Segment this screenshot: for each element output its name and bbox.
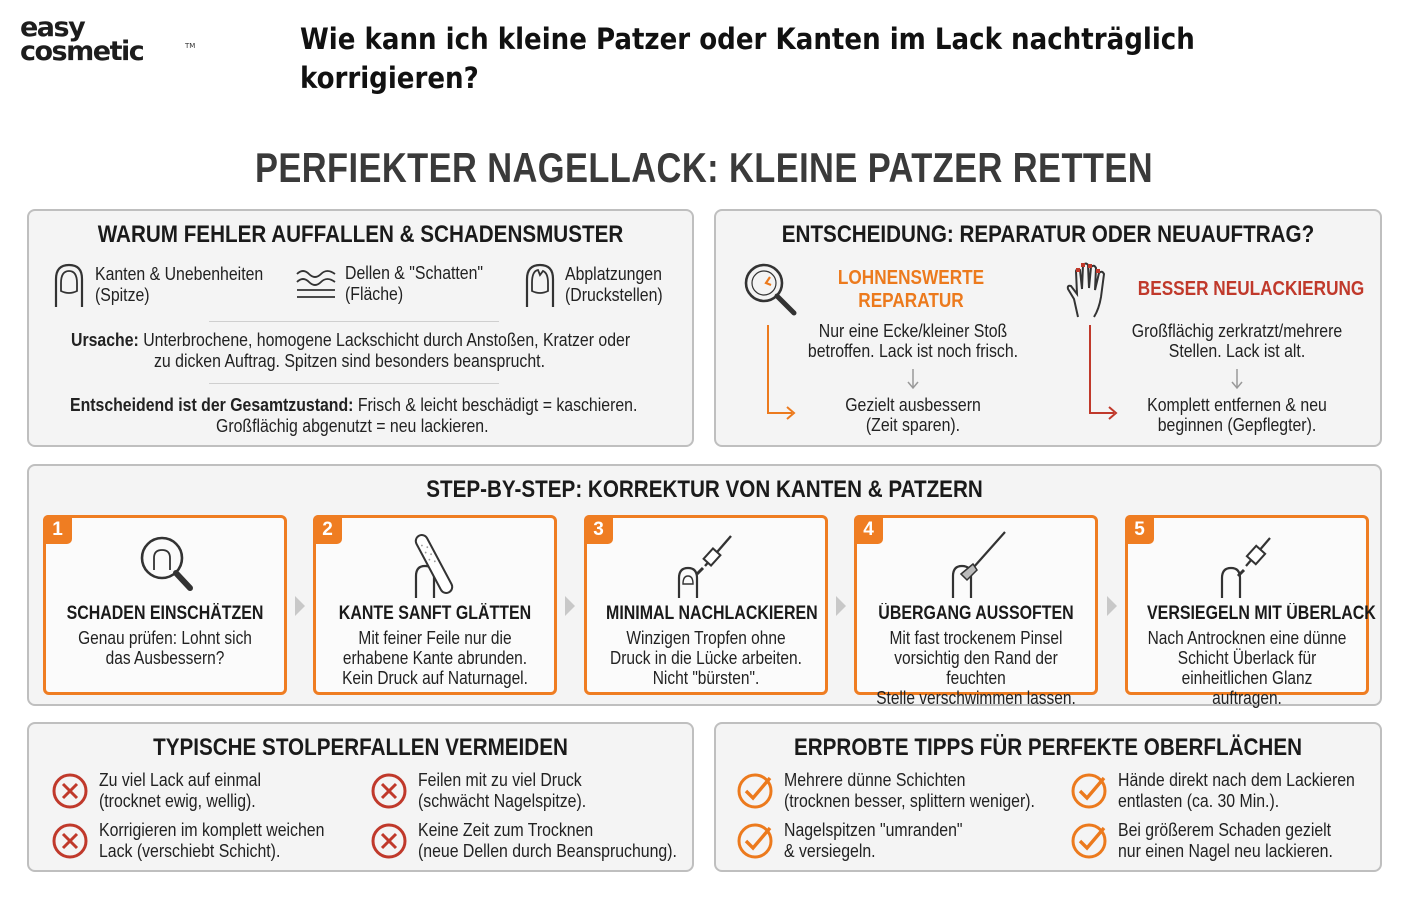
- chevron-right-icon: [563, 594, 577, 618]
- cause-label: Ursache:: [71, 330, 139, 350]
- cross-circle-icon: [51, 772, 89, 810]
- step-number: 2: [313, 515, 342, 544]
- cause-line-2: zu dicken Auftrag. Spitzen sind besonders beansprucht.: [154, 351, 545, 371]
- pitfalls-panel-title: TYPISCHE STOLPERFALLEN VERMEIDEN: [153, 734, 568, 761]
- step-line: das Ausbessern?: [105, 648, 225, 668]
- pitfall-line: (neue Dellen durch Beanspruchung).: [418, 841, 677, 861]
- logo-line-1: easy: [20, 12, 85, 43]
- step-line: Mit fast trockenem Pinsel: [889, 628, 1063, 648]
- logo-line-2: cosmetic: [20, 36, 144, 67]
- tips-panel-title: ERPROBTE TIPPS FÜR PERFEKTE OBERFLÄCHEN: [793, 734, 1303, 761]
- tip-item: [736, 770, 1069, 812]
- symptom-dents-line1: Dellen & "Schatten": [345, 263, 484, 283]
- redo-heading: BESSER NEULACKIERUNG: [1137, 278, 1365, 300]
- step-title: ÜBERGANG AUSSOFTEN: [878, 603, 1074, 624]
- why-panel-title: WARUM FEHLER AUFFALLEN & SCHADENSMUSTER: [97, 221, 624, 248]
- nail-edge-icon: [51, 261, 87, 309]
- repair-result-1: Gezielt ausbessern: [845, 395, 981, 415]
- pitfall-line: Lack (verschiebt Schicht).: [99, 841, 281, 861]
- brand-logo: [20, 12, 196, 68]
- cross-circle-icon: [51, 822, 89, 860]
- step-line: erhabene Kante abrunden.: [342, 648, 528, 668]
- pitfall-line: Korrigieren im komplett weichen: [99, 820, 325, 840]
- tip-line: nur einen Nagel neu lackieren.: [1118, 841, 1333, 861]
- step-number: 3: [584, 515, 613, 544]
- tip-item: [736, 820, 987, 862]
- redo-condition-1: Großflächig zerkratzt/mehrere: [1131, 321, 1343, 341]
- chevron-right-icon: [293, 594, 307, 618]
- decisive-label: Entscheidend ist der Gesamtzustand:: [70, 395, 354, 415]
- step-title: VERSIEGELN MIT ÜBERLACK: [1147, 603, 1376, 624]
- cause-line-1: [71, 330, 630, 351]
- repair-condition-2: betroffen. Lack ist noch frisch.: [807, 341, 1019, 361]
- symptom-edges-line1: Kanten & Unebenheiten: [95, 264, 264, 284]
- pitfall-item: [370, 770, 609, 812]
- magnifier-icon: [740, 259, 800, 319]
- step-card: [1125, 515, 1376, 708]
- step-card: [43, 515, 287, 695]
- step-number: 1: [43, 515, 72, 544]
- step-line: Stelle verschwimmen lassen.: [876, 688, 1076, 708]
- step-title: KANTE SANFT GLÄTTEN: [338, 603, 532, 624]
- symptom-chips-line1: Abplatzungen: [565, 264, 662, 284]
- pitfall-item: [51, 770, 283, 812]
- step-line: Winzigen Tropfen ohne: [626, 628, 786, 648]
- tip-line: Nagelspitzen "umranden": [784, 820, 963, 840]
- pitfall-item: [370, 820, 712, 862]
- step-line: Schicht Überlack für: [1177, 648, 1317, 668]
- symptom-dents: [295, 263, 502, 305]
- cause-text-1: Unterbrochene, homogene Lackschicht durch Anstoßen, Kratzer oder: [138, 330, 631, 350]
- repair-result-2: (Zeit sparen).: [865, 415, 961, 435]
- step-description: [874, 628, 1079, 708]
- chevron-right-icon: [834, 594, 848, 618]
- symptom-dents-line2: (Fläche): [345, 284, 404, 304]
- redo-condition-2: Stellen. Lack ist alt.: [1168, 341, 1306, 361]
- main-title: PERFIEKTER NAGELLACK: KLEINE PATZER RETTEN: [254, 144, 1154, 191]
- step-line: Nicht "bürsten".: [652, 668, 760, 688]
- step-description: [604, 628, 809, 688]
- decision-panel: [714, 209, 1382, 447]
- repair-heading-line2: REPARATUR: [858, 290, 964, 312]
- step-line: einheitlichen Glanz auftragen.: [1181, 668, 1313, 708]
- magnifier-icon: [128, 528, 208, 600]
- pitfall-line: Keine Zeit zum Trocknen: [418, 820, 594, 840]
- step-line: vorsichtig den Rand der feuchten: [894, 648, 1058, 688]
- repair-heading-line1: LOHNENSWERTE: [837, 267, 985, 289]
- step-description: [1145, 628, 1350, 708]
- cross-circle-icon: [370, 772, 408, 810]
- step-title: MINIMAL NACHLACKIEREN: [606, 603, 818, 624]
- step-card: [313, 515, 557, 695]
- pitfall-line: (trocknet ewig, wellig).: [99, 791, 256, 811]
- divider: [209, 383, 499, 384]
- step-number: 5: [1125, 515, 1154, 544]
- decisive-text-1: Frisch & leicht beschädigt = kaschieren.: [353, 395, 638, 415]
- pitfall-line: Zu viel Lack auf einmal: [99, 770, 262, 790]
- pitfall-line: Feilen mit zu viel Druck: [418, 770, 582, 790]
- step-card: [584, 515, 828, 695]
- check-circle-icon: [736, 822, 774, 860]
- pitfall-line: (schwächt Nagelspitze).: [418, 791, 587, 811]
- tip-line: (trocknen besser, splittern weniger).: [784, 791, 1035, 811]
- nail-file-icon: [398, 528, 478, 600]
- down-arrow-icon: [906, 367, 920, 391]
- divider: [209, 321, 499, 322]
- decisive-line-1: [70, 395, 637, 416]
- logo-trademark: TM: [185, 42, 196, 50]
- check-circle-icon: [1070, 822, 1108, 860]
- tip-line: Mehrere dünne Schichten: [784, 770, 966, 790]
- hand-icon: [1064, 261, 1114, 319]
- check-circle-icon: [1070, 772, 1108, 810]
- symptom-chips: [523, 261, 676, 309]
- symptom-edges-line2: (Spitze): [95, 285, 150, 305]
- page-question: Wie kann ich kleine Patzer oder Kanten im Lack nachträglich korrigieren?: [300, 22, 1195, 95]
- tip-line: entlasten (ca. 30 Min.).: [1118, 791, 1280, 811]
- cross-circle-icon: [370, 822, 408, 860]
- tip-item: [1070, 770, 1387, 812]
- pitfall-item: [51, 820, 355, 862]
- repair-condition-1: Nur eine Ecke/kleiner Stoß: [818, 321, 1008, 341]
- soft-brush-icon: [939, 528, 1019, 600]
- symptom-chips-line2: (Druckstellen): [565, 285, 663, 305]
- step-line: Mit feiner Feile nur die: [358, 628, 512, 648]
- symptom-edges: [51, 261, 286, 309]
- decision-panel-title: ENTSCHEIDUNG: REPARATUR ODER NEUAUFTRAG?: [781, 221, 1315, 248]
- step-number: 4: [854, 515, 883, 544]
- redo-result-1: Komplett entfernen & neu: [1147, 395, 1327, 415]
- wavy-lines-icon: [295, 266, 337, 302]
- step-title: SCHADEN EINSCHÄTZEN: [66, 603, 264, 624]
- chevron-right-icon: [1105, 594, 1119, 618]
- why-panel: [27, 209, 694, 447]
- repair-heading: [825, 267, 997, 313]
- tip-item: [1070, 820, 1362, 862]
- step-line: Kein Druck auf Naturnagel.: [342, 668, 528, 688]
- tip-line: & versiegeln.: [784, 841, 876, 861]
- step-line: Druck in die Lücke arbeiten.: [610, 648, 802, 668]
- pitfalls-panel: [27, 722, 694, 872]
- top-coat-icon: [1210, 528, 1290, 600]
- tip-line: Bei größerem Schaden gezielt: [1118, 820, 1332, 840]
- step-line: Nach Antrocknen eine dünne: [1147, 628, 1347, 648]
- step-description: [333, 628, 538, 688]
- steps-panel-title: STEP-BY-STEP: KORREKTUR VON KANTEN & PATZERN: [426, 476, 983, 503]
- tip-line: Hände direkt nach dem Lackieren: [1118, 770, 1355, 790]
- chipped-nail-icon: [523, 261, 557, 309]
- step-card: [854, 515, 1098, 708]
- tips-panel: [714, 722, 1382, 872]
- nail-brush-icon: [669, 528, 749, 600]
- check-circle-icon: [736, 772, 774, 810]
- step-line: Genau prüfen: Lohnt sich: [78, 628, 252, 648]
- down-arrow-icon: [1230, 367, 1244, 391]
- step-description: [63, 628, 268, 668]
- redo-result-2: beginnen (Gepflegter).: [1157, 415, 1317, 435]
- decisive-line-2: Großflächig abgenutzt = neu lackieren.: [216, 416, 489, 436]
- steps-panel: [27, 464, 1382, 706]
